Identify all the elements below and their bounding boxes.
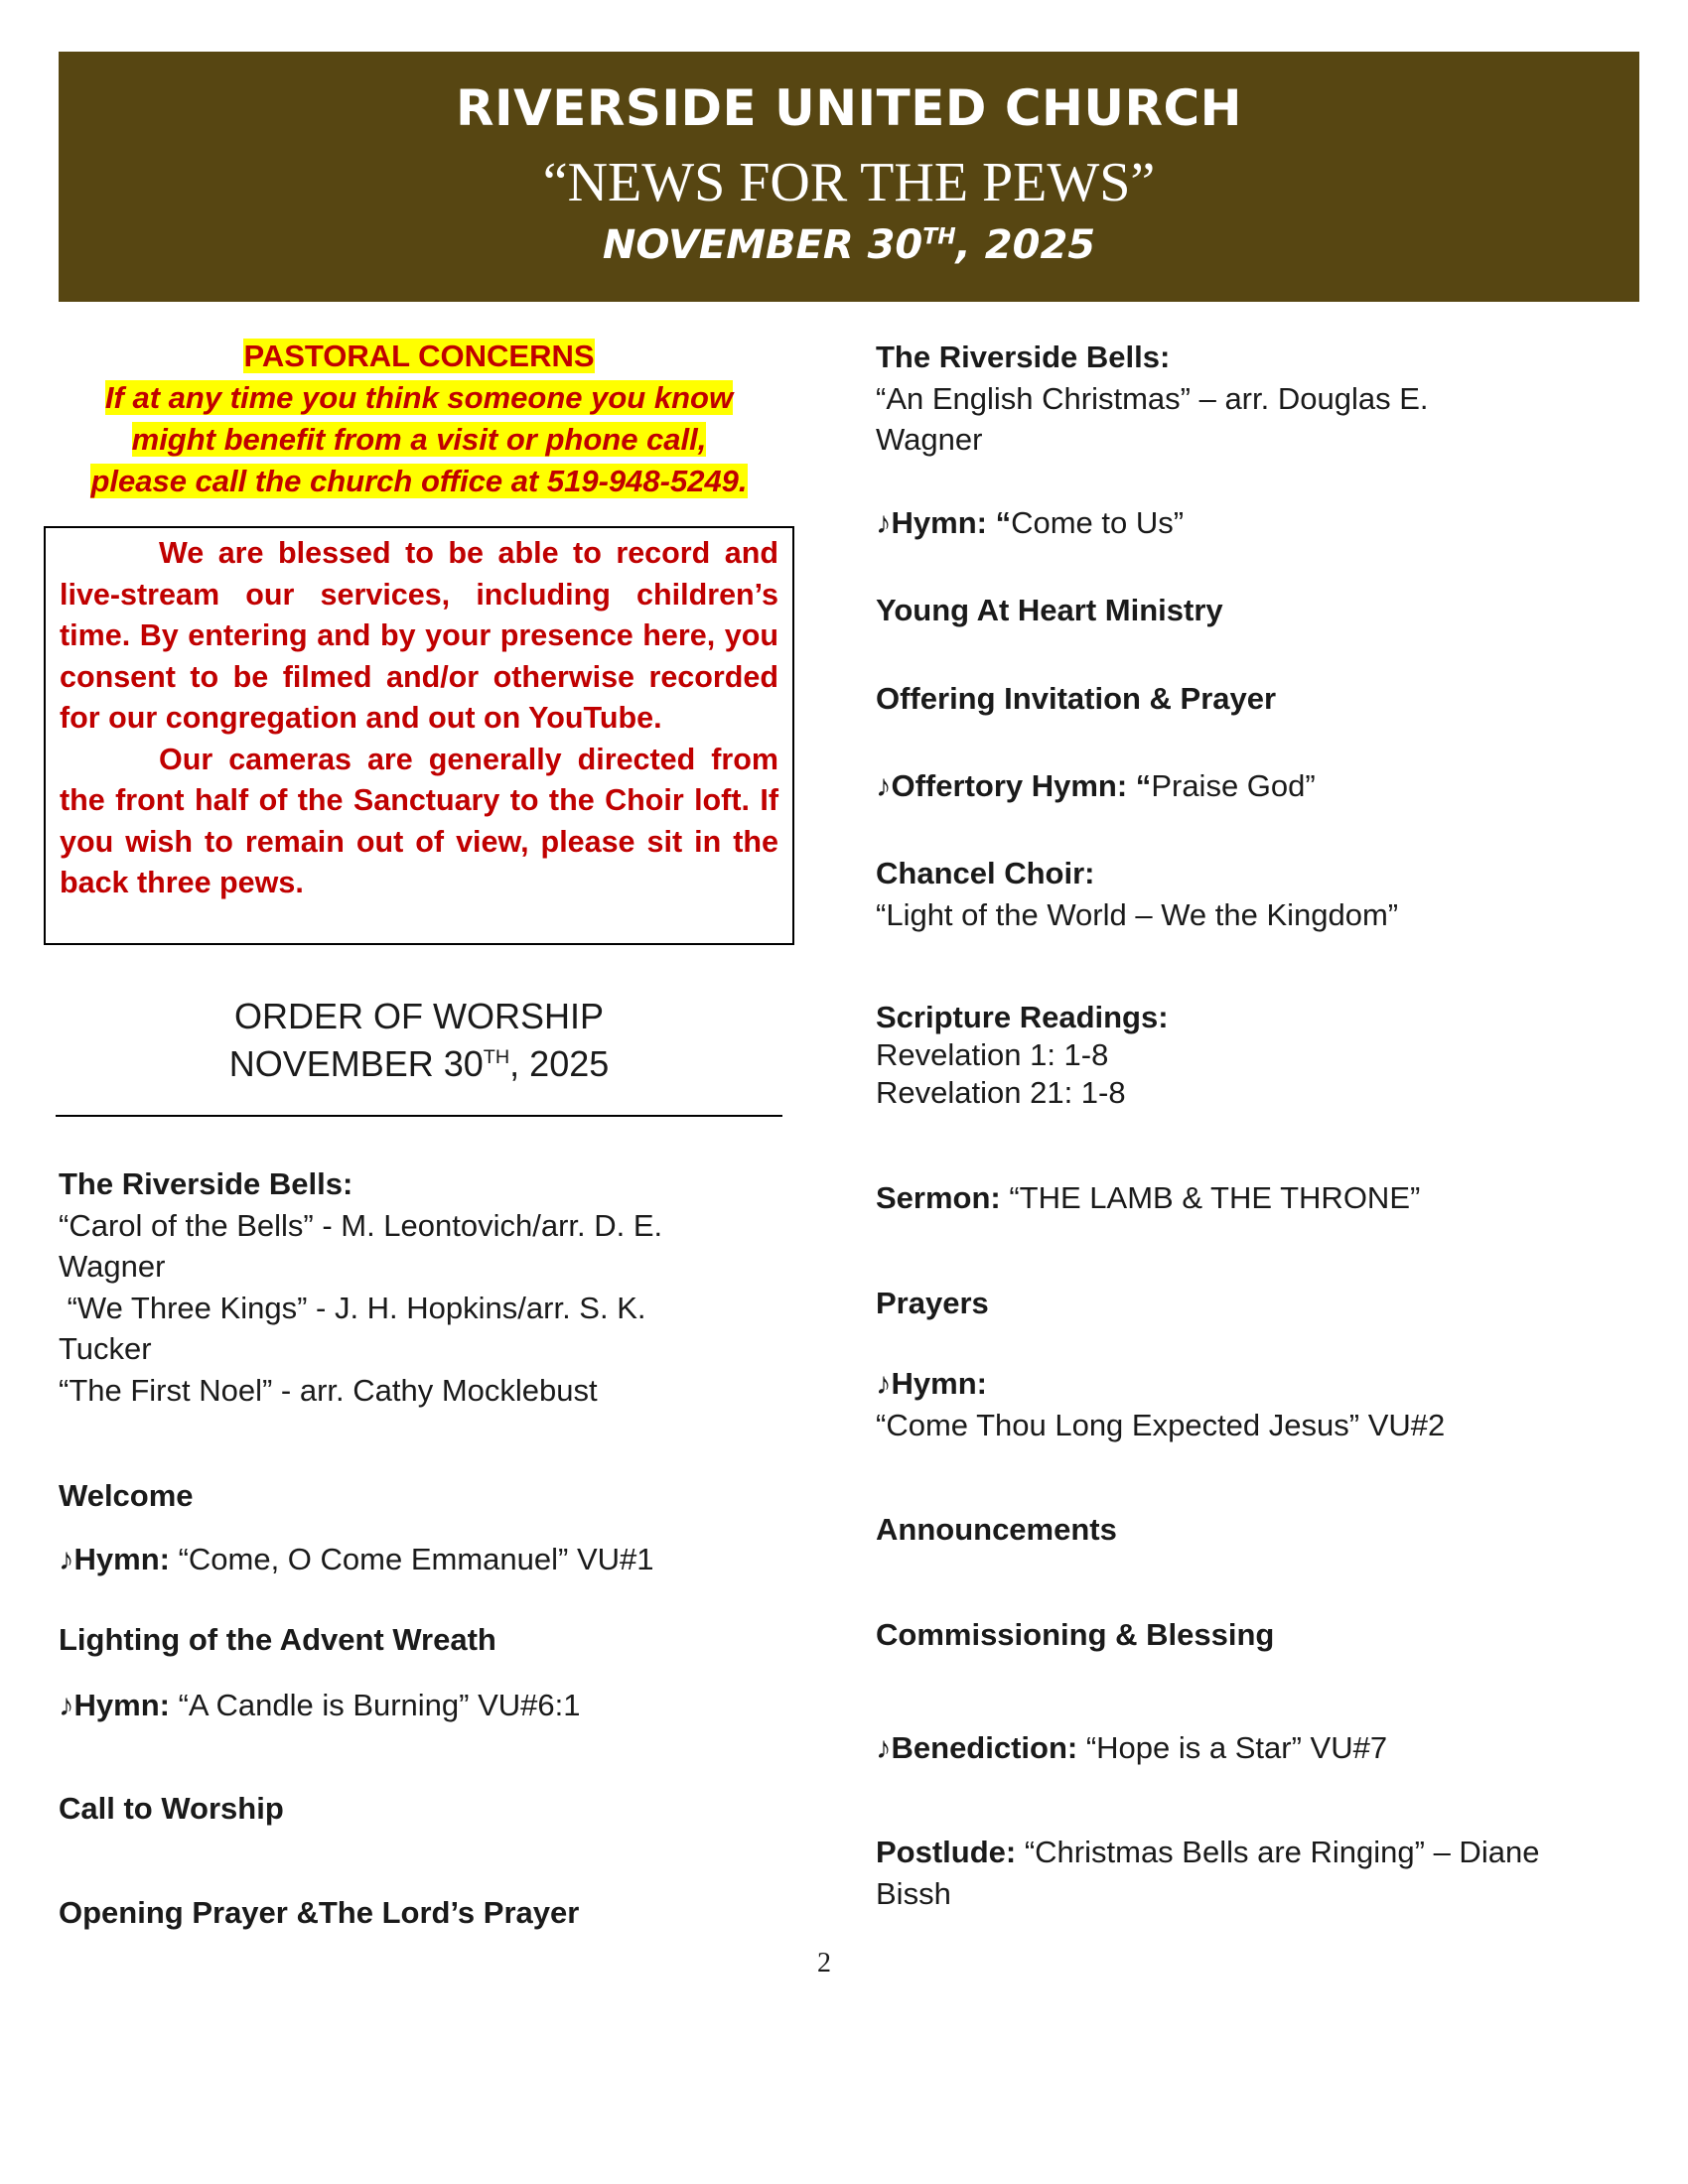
postlude (876, 1832, 1611, 1914)
left-bells-piece-3: “The First Noel” - arr. Cathy Mocklebust (59, 1372, 598, 1408)
welcome: Welcome (59, 1478, 194, 1513)
order-date-suffix: TH (483, 1046, 510, 1068)
sermon-title: “THE LAMB & THE THRONE” (1000, 1180, 1421, 1215)
order-date-prefix: NOVEMBER 30 (228, 1043, 484, 1084)
hymn-4-label: Hymn: (891, 1366, 987, 1401)
pastoral-title: PASTORAL CONCERNS (243, 339, 595, 373)
postlude-label: Postlude: (876, 1835, 1017, 1869)
young-at-heart: Young At Heart Ministry (876, 593, 1223, 627)
hymn-2-label: Hymn: (73, 1688, 170, 1722)
hymn-3-text: Come to Us” (1011, 505, 1185, 540)
hymn-1-label: Hymn: (73, 1542, 170, 1576)
offertory-label: Offertory Hymn: “ (891, 768, 1152, 803)
date-prefix: NOVEMBER 30 (602, 222, 923, 268)
benediction (876, 1727, 1611, 1769)
left-bells-title: The Riverside Bells: (59, 1166, 353, 1201)
sermon (876, 1177, 1611, 1219)
music-note-icon: ♪ (876, 768, 892, 803)
prayers: Prayers (876, 1286, 989, 1320)
bulletin-title: “NEWS FOR THE PEWS” (542, 152, 1156, 213)
call-to-worship: Call to Worship (59, 1791, 284, 1826)
chancel-choir (876, 853, 1611, 935)
right-bells-title: The Riverside Bells: (876, 340, 1171, 374)
commissioning-blessing: Commissioning & Blessing (876, 1617, 1275, 1652)
offertory-text: Praise God” (1151, 768, 1316, 803)
offering-invitation: Offering Invitation & Prayer (876, 681, 1277, 716)
music-note-icon: ♪ (876, 1366, 892, 1401)
church-name: RIVERSIDE UNITED CHURCH (455, 79, 1243, 137)
pastoral-line-2: might benefit from a visit or phone call, (131, 422, 707, 457)
hymn-1-text: “Come, O Come Emmanuel” VU#1 (169, 1542, 654, 1576)
hymn-4 (876, 1363, 1611, 1445)
offertory-hymn (876, 765, 1611, 807)
left-bells-piece-1a: “Carol of the Bells” - M. Leontovich/arr. D. E. (59, 1207, 663, 1243)
advent-wreath: Lighting of the Advent Wreath (59, 1622, 496, 1657)
announcements: Announcements (876, 1512, 1117, 1547)
choir-piece: “Light of the World – We the Kingdom” (876, 896, 1399, 932)
music-note-icon: ♪ (876, 1730, 892, 1765)
date-suffix: TH (922, 224, 956, 250)
music-note-icon: ♪ (59, 1688, 74, 1722)
page-number: 2 (817, 1948, 831, 1979)
divider (56, 1115, 782, 1117)
scripture-1: Revelation 1: 1-8 (876, 1037, 1109, 1072)
hymn-1 (59, 1539, 754, 1580)
pastoral-line-1: If at any time you think someone you know (104, 380, 734, 415)
hymn-2-text: “A Candle is Burning” VU#6:1 (169, 1688, 581, 1722)
scripture-2: Revelation 21: 1-8 (876, 1075, 1126, 1110)
opening-prayer: Opening Prayer &The Lord’s Prayer (59, 1895, 580, 1930)
consent-paragraph-2: Our cameras are generally directed from the front half of the Sanctuary to the Choir loft. If you wish to remain out of view, please sit in the back three pews. (60, 742, 778, 899)
postlude-text-b: Bissh (876, 1875, 951, 1911)
right-bells (876, 337, 1611, 461)
benediction-text: “Hope is a Star” VU#7 (1077, 1730, 1388, 1765)
music-note-icon: ♪ (59, 1542, 74, 1576)
order-of-worship-heading (59, 993, 779, 1088)
pastoral-line-3: please call the church office at 519-948-5249. (90, 464, 748, 498)
recording-consent-box (44, 526, 794, 945)
left-bells-piece-2b: Tucker (59, 1331, 152, 1366)
header-banner (59, 52, 1639, 302)
left-bells-piece-1b: Wagner (59, 1249, 166, 1284)
consent-paragraph-1: We are blessed to be able to record and live-stream our services, including children’s time. By entering and by your presence here, you consent to be filmed and/or otherwise recorded for our congregation and out on YouTube. (60, 536, 778, 735)
choir-title: Chancel Choir: (876, 856, 1095, 890)
left-bells-piece-2a: “We Three Kings” - J. H. Hopkins/arr. S. K. (59, 1290, 646, 1325)
order-date (59, 1040, 779, 1088)
benediction-label: Benediction: (891, 1730, 1078, 1765)
order-date-year: , 2025 (509, 1043, 610, 1084)
bulletin-date (59, 222, 1639, 268)
right-bells-piece-1a: “An English Christmas” – arr. Douglas E. (876, 380, 1429, 416)
sermon-label: Sermon: (876, 1180, 1001, 1215)
pastoral-concerns (59, 336, 779, 502)
date-year: , 2025 (955, 222, 1096, 268)
right-bells-piece-1b: Wagner (876, 422, 983, 457)
scripture-title: Scripture Readings: (876, 1000, 1169, 1034)
hymn-3 (876, 502, 1611, 544)
left-bells (59, 1163, 754, 1411)
scripture-readings (876, 999, 1611, 1112)
hymn-3-label: Hymn: “ (891, 505, 1012, 540)
order-title: ORDER OF WORSHIP (233, 996, 604, 1036)
music-note-icon: ♪ (876, 505, 892, 540)
postlude-text-a: “Christmas Bells are Ringing” – Diane (1016, 1835, 1540, 1869)
hymn-4-text: “Come Thou Long Expected Jesus” VU#2 (876, 1407, 1446, 1442)
hymn-2 (59, 1685, 754, 1726)
